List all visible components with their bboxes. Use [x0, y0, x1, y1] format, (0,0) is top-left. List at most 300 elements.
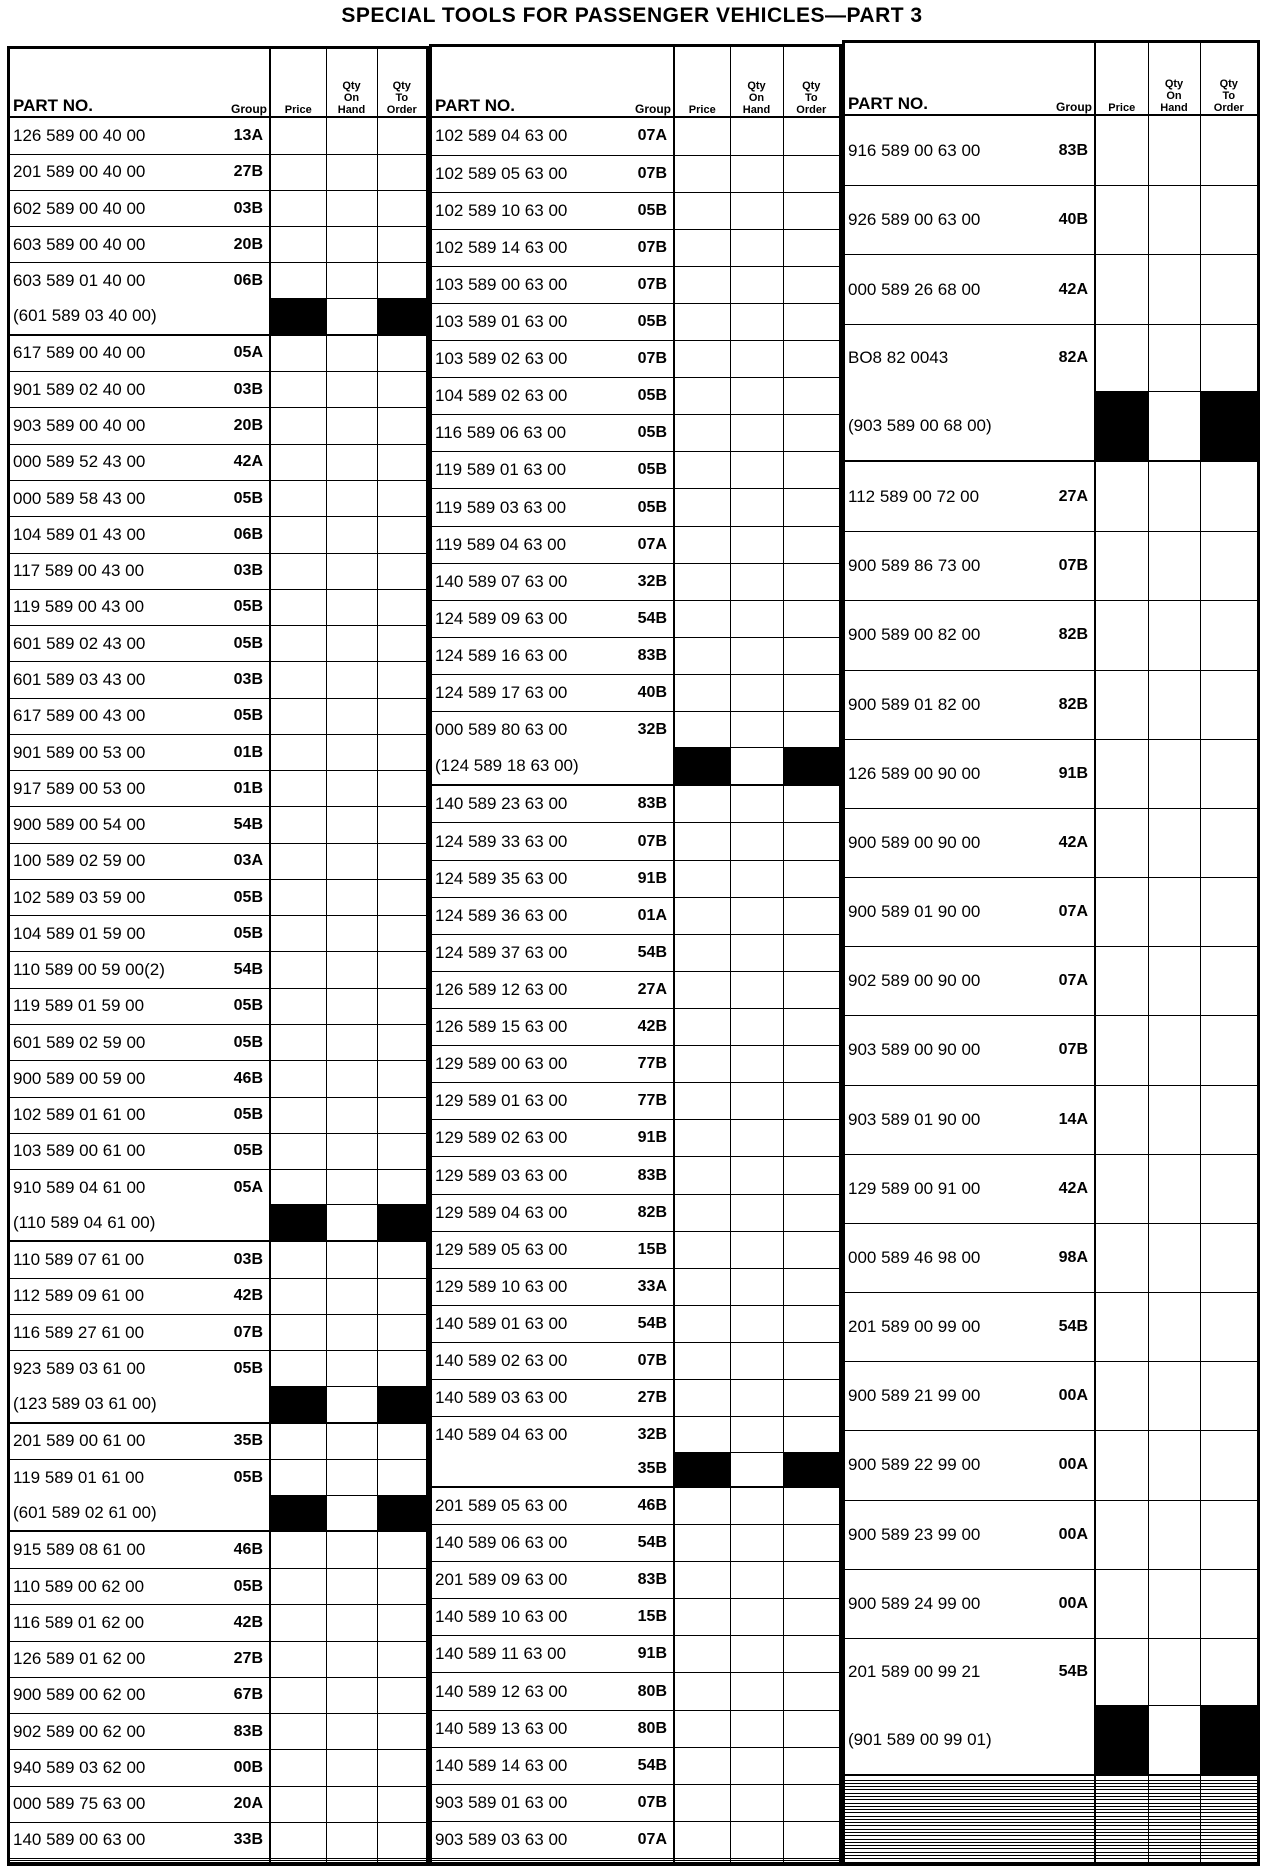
- qty-on-hand-cell[interactable]: [730, 378, 783, 415]
- price-cell[interactable]: [1095, 1085, 1148, 1154]
- price-cell[interactable]: [674, 452, 730, 489]
- price-cell[interactable]: [270, 1786, 326, 1822]
- qty-to-order-cell[interactable]: [377, 698, 426, 734]
- qty-to-order-cell[interactable]: [377, 1641, 426, 1677]
- price-cell[interactable]: [270, 807, 326, 843]
- qty-to-order-cell[interactable]: [377, 589, 426, 625]
- price-cell[interactable]: [674, 1417, 730, 1453]
- qty-on-hand-cell[interactable]: [1148, 1431, 1200, 1500]
- price-cell[interactable]: [270, 1278, 326, 1314]
- price-cell[interactable]: [270, 1351, 326, 1386]
- qty-on-hand-cell[interactable]: [730, 1525, 783, 1562]
- qty-to-order-cell[interactable]: [1200, 1859, 1257, 1863]
- price-cell[interactable]: [1095, 1638, 1148, 1706]
- qty-to-order-cell[interactable]: [783, 192, 839, 229]
- qty-on-hand-cell[interactable]: [1148, 115, 1200, 186]
- qty-to-order-cell[interactable]: [377, 1677, 426, 1713]
- qty-to-order-cell[interactable]: [1200, 324, 1257, 392]
- qty-on-hand-cell[interactable]: [1148, 1085, 1200, 1154]
- qty-on-hand-cell[interactable]: [326, 1025, 377, 1061]
- qty-to-order-cell[interactable]: [1200, 947, 1257, 1016]
- price-cell[interactable]: [674, 860, 730, 897]
- price-cell[interactable]: [270, 879, 326, 915]
- qty-to-order-cell[interactable]: [377, 662, 426, 698]
- qty-on-hand-cell[interactable]: [326, 1786, 377, 1822]
- qty-on-hand-cell[interactable]: [326, 1605, 377, 1641]
- qty-on-hand-cell[interactable]: [1148, 255, 1200, 324]
- qty-to-order-cell[interactable]: [377, 553, 426, 589]
- qty-on-hand-cell[interactable]: [326, 807, 377, 843]
- qty-on-hand-cell[interactable]: [730, 1380, 783, 1417]
- price-cell[interactable]: [1095, 947, 1148, 1016]
- qty-on-hand-cell[interactable]: [326, 1278, 377, 1314]
- price-cell[interactable]: [270, 1641, 326, 1677]
- price-cell[interactable]: [270, 1241, 326, 1278]
- qty-on-hand-cell[interactable]: [730, 1487, 783, 1525]
- qty-to-order-cell[interactable]: [377, 1568, 426, 1604]
- qty-to-order-cell[interactable]: [1200, 670, 1257, 739]
- qty-on-hand-cell[interactable]: [730, 1821, 783, 1858]
- qty-to-order-cell[interactable]: [783, 1784, 839, 1821]
- qty-to-order-cell[interactable]: [1200, 1362, 1257, 1431]
- qty-on-hand-cell[interactable]: [730, 1599, 783, 1636]
- qty-to-order-cell[interactable]: [783, 1636, 839, 1673]
- price-cell[interactable]: [674, 489, 730, 526]
- price-cell[interactable]: [270, 1568, 326, 1604]
- qty-to-order-cell[interactable]: [1200, 1431, 1257, 1500]
- qty-to-order-cell[interactable]: [783, 1417, 839, 1453]
- price-cell[interactable]: [270, 1860, 326, 1862]
- qty-on-hand-cell[interactable]: [326, 734, 377, 770]
- qty-on-hand-cell[interactable]: [1148, 947, 1200, 1016]
- qty-on-hand-cell[interactable]: [730, 341, 783, 378]
- qty-on-hand-cell[interactable]: [1148, 532, 1200, 601]
- qty-to-order-cell[interactable]: [1200, 1085, 1257, 1154]
- price-cell[interactable]: [674, 266, 730, 303]
- qty-on-hand-cell[interactable]: [730, 1194, 783, 1231]
- qty-to-order-cell[interactable]: [1200, 255, 1257, 324]
- qty-to-order-cell[interactable]: [377, 1170, 426, 1205]
- qty-on-hand-cell[interactable]: [730, 712, 783, 748]
- price-cell[interactable]: [674, 229, 730, 266]
- qty-to-order-cell[interactable]: [377, 1241, 426, 1278]
- price-cell[interactable]: [270, 481, 326, 517]
- qty-on-hand-cell[interactable]: [730, 452, 783, 489]
- price-cell[interactable]: [674, 303, 730, 340]
- qty-to-order-cell[interactable]: [783, 934, 839, 971]
- price-cell[interactable]: [674, 1710, 730, 1747]
- qty-on-hand-cell[interactable]: [1148, 461, 1200, 532]
- qty-on-hand-cell[interactable]: [730, 860, 783, 897]
- qty-on-hand-cell[interactable]: [730, 1231, 783, 1268]
- price-cell[interactable]: [270, 771, 326, 807]
- price-cell[interactable]: [270, 1460, 326, 1495]
- price-cell[interactable]: [270, 1677, 326, 1713]
- qty-to-order-cell[interactable]: [783, 1599, 839, 1636]
- price-cell[interactable]: [1095, 186, 1148, 255]
- price-cell[interactable]: [674, 934, 730, 971]
- price-cell[interactable]: [674, 1009, 730, 1046]
- price-cell[interactable]: [674, 1120, 730, 1157]
- qty-to-order-cell[interactable]: [377, 1460, 426, 1495]
- qty-to-order-cell[interactable]: [783, 1194, 839, 1231]
- qty-on-hand-cell[interactable]: [326, 190, 377, 226]
- qty-to-order-cell[interactable]: [783, 1380, 839, 1417]
- qty-on-hand-cell[interactable]: [326, 1677, 377, 1713]
- qty-to-order-cell[interactable]: [783, 1083, 839, 1120]
- qty-on-hand-cell[interactable]: [326, 952, 377, 988]
- price-cell[interactable]: [674, 712, 730, 748]
- qty-to-order-cell[interactable]: [377, 481, 426, 517]
- qty-on-hand-cell[interactable]: [730, 192, 783, 229]
- qty-on-hand-cell[interactable]: [730, 229, 783, 266]
- qty-on-hand-cell[interactable]: [326, 1170, 377, 1205]
- price-cell[interactable]: [270, 626, 326, 662]
- price-cell[interactable]: [674, 1784, 730, 1821]
- price-cell[interactable]: [674, 1231, 730, 1268]
- price-cell[interactable]: [674, 1860, 730, 1862]
- price-cell[interactable]: [1095, 739, 1148, 808]
- price-cell[interactable]: [270, 734, 326, 770]
- qty-to-order-cell[interactable]: [783, 712, 839, 748]
- qty-to-order-cell[interactable]: [377, 771, 426, 807]
- qty-on-hand-cell[interactable]: [730, 415, 783, 452]
- qty-on-hand-cell[interactable]: [1148, 878, 1200, 947]
- qty-on-hand-cell[interactable]: [730, 1009, 783, 1046]
- qty-to-order-cell[interactable]: [377, 1531, 426, 1568]
- qty-on-hand-cell[interactable]: [730, 600, 783, 637]
- price-cell[interactable]: [270, 662, 326, 698]
- qty-on-hand-cell[interactable]: [326, 154, 377, 190]
- price-cell[interactable]: [270, 553, 326, 589]
- qty-on-hand-cell[interactable]: [730, 1710, 783, 1747]
- price-cell[interactable]: [674, 1194, 730, 1231]
- qty-to-order-cell[interactable]: [783, 823, 839, 860]
- price-cell[interactable]: [674, 1747, 730, 1784]
- qty-to-order-cell[interactable]: [783, 526, 839, 563]
- qty-to-order-cell[interactable]: [783, 1305, 839, 1342]
- qty-to-order-cell[interactable]: [377, 734, 426, 770]
- qty-on-hand-cell[interactable]: [730, 897, 783, 934]
- price-cell[interactable]: [674, 341, 730, 378]
- qty-on-hand-cell[interactable]: [730, 1747, 783, 1784]
- qty-on-hand-cell[interactable]: [730, 1120, 783, 1157]
- qty-to-order-cell[interactable]: [377, 372, 426, 408]
- price-cell[interactable]: [270, 117, 326, 154]
- qty-to-order-cell[interactable]: [377, 1423, 426, 1460]
- qty-on-hand-cell[interactable]: [730, 1343, 783, 1380]
- qty-on-hand-cell[interactable]: [326, 1097, 377, 1133]
- price-cell[interactable]: [674, 675, 730, 712]
- qty-to-order-cell[interactable]: [1200, 115, 1257, 186]
- qty-to-order-cell[interactable]: [783, 155, 839, 192]
- qty-to-order-cell[interactable]: [783, 1673, 839, 1710]
- price-cell[interactable]: [270, 227, 326, 263]
- qty-on-hand-cell[interactable]: [730, 1417, 783, 1453]
- qty-on-hand-cell[interactable]: [326, 1241, 377, 1278]
- qty-to-order-cell[interactable]: [377, 952, 426, 988]
- price-cell[interactable]: [674, 1157, 730, 1194]
- qty-to-order-cell[interactable]: [783, 600, 839, 637]
- qty-to-order-cell[interactable]: [783, 266, 839, 303]
- price-cell[interactable]: [270, 263, 326, 298]
- qty-to-order-cell[interactable]: [1200, 808, 1257, 877]
- qty-to-order-cell[interactable]: [377, 263, 426, 298]
- price-cell[interactable]: [270, 335, 326, 372]
- qty-on-hand-cell[interactable]: [730, 785, 783, 823]
- qty-on-hand-cell[interactable]: [326, 553, 377, 589]
- qty-to-order-cell[interactable]: [783, 1009, 839, 1046]
- price-cell[interactable]: [270, 444, 326, 480]
- qty-to-order-cell[interactable]: [377, 117, 426, 154]
- qty-on-hand-cell[interactable]: [730, 1860, 783, 1862]
- price-cell[interactable]: [1095, 878, 1148, 947]
- qty-to-order-cell[interactable]: [377, 1133, 426, 1169]
- qty-on-hand-cell[interactable]: [1148, 1293, 1200, 1362]
- qty-on-hand-cell[interactable]: [1148, 186, 1200, 255]
- qty-on-hand-cell[interactable]: [730, 637, 783, 674]
- qty-on-hand-cell[interactable]: [1148, 1362, 1200, 1431]
- price-cell[interactable]: [1095, 1859, 1148, 1863]
- price-cell[interactable]: [270, 1025, 326, 1061]
- qty-on-hand-cell[interactable]: [326, 335, 377, 372]
- price-cell[interactable]: [674, 155, 730, 192]
- qty-to-order-cell[interactable]: [377, 227, 426, 263]
- qty-on-hand-cell[interactable]: [1148, 1859, 1200, 1863]
- qty-on-hand-cell[interactable]: [730, 303, 783, 340]
- qty-on-hand-cell[interactable]: [1148, 324, 1200, 392]
- qty-on-hand-cell[interactable]: [326, 1750, 377, 1786]
- qty-to-order-cell[interactable]: [783, 489, 839, 526]
- price-cell[interactable]: [270, 1061, 326, 1097]
- price-cell[interactable]: [1095, 1223, 1148, 1292]
- price-cell[interactable]: [270, 843, 326, 879]
- qty-to-order-cell[interactable]: [377, 988, 426, 1024]
- price-cell[interactable]: [674, 1380, 730, 1417]
- qty-on-hand-cell[interactable]: [730, 563, 783, 600]
- qty-to-order-cell[interactable]: [1200, 1569, 1257, 1638]
- qty-to-order-cell[interactable]: [783, 229, 839, 266]
- price-cell[interactable]: [674, 1636, 730, 1673]
- qty-to-order-cell[interactable]: [783, 452, 839, 489]
- qty-to-order-cell[interactable]: [377, 408, 426, 444]
- qty-to-order-cell[interactable]: [1200, 1016, 1257, 1085]
- price-cell[interactable]: [270, 1170, 326, 1205]
- qty-on-hand-cell[interactable]: [326, 408, 377, 444]
- price-cell[interactable]: [270, 154, 326, 190]
- qty-on-hand-cell[interactable]: [326, 589, 377, 625]
- qty-to-order-cell[interactable]: [377, 1860, 426, 1862]
- price-cell[interactable]: [1095, 255, 1148, 324]
- qty-on-hand-cell[interactable]: [326, 372, 377, 408]
- qty-on-hand-cell[interactable]: [326, 263, 377, 298]
- qty-on-hand-cell[interactable]: [1148, 1016, 1200, 1085]
- qty-on-hand-cell[interactable]: [326, 1860, 377, 1862]
- qty-on-hand-cell[interactable]: [326, 481, 377, 517]
- qty-to-order-cell[interactable]: [377, 1822, 426, 1858]
- qty-to-order-cell[interactable]: [783, 1860, 839, 1862]
- qty-to-order-cell[interactable]: [377, 1786, 426, 1822]
- price-cell[interactable]: [1095, 1362, 1148, 1431]
- qty-to-order-cell[interactable]: [1200, 186, 1257, 255]
- price-cell[interactable]: [674, 897, 730, 934]
- qty-to-order-cell[interactable]: [1200, 1293, 1257, 1362]
- price-cell[interactable]: [270, 916, 326, 952]
- qty-on-hand-cell[interactable]: [730, 1562, 783, 1599]
- price-cell[interactable]: [270, 952, 326, 988]
- price-cell[interactable]: [674, 785, 730, 823]
- price-cell[interactable]: [674, 1599, 730, 1636]
- price-cell[interactable]: [270, 589, 326, 625]
- qty-to-order-cell[interactable]: [377, 807, 426, 843]
- qty-to-order-cell[interactable]: [377, 190, 426, 226]
- qty-to-order-cell[interactable]: [377, 1097, 426, 1133]
- qty-on-hand-cell[interactable]: [1148, 1569, 1200, 1638]
- qty-to-order-cell[interactable]: [1200, 601, 1257, 670]
- price-cell[interactable]: [1095, 115, 1148, 186]
- price-cell[interactable]: [674, 971, 730, 1008]
- price-cell[interactable]: [270, 698, 326, 734]
- qty-on-hand-cell[interactable]: [730, 1673, 783, 1710]
- qty-on-hand-cell[interactable]: [730, 1046, 783, 1083]
- qty-on-hand-cell[interactable]: [730, 1784, 783, 1821]
- price-cell[interactable]: [1095, 670, 1148, 739]
- qty-to-order-cell[interactable]: [783, 1046, 839, 1083]
- qty-to-order-cell[interactable]: [377, 1025, 426, 1061]
- qty-to-order-cell[interactable]: [783, 415, 839, 452]
- qty-on-hand-cell[interactable]: [326, 1641, 377, 1677]
- price-cell[interactable]: [270, 1750, 326, 1786]
- qty-to-order-cell[interactable]: [377, 1278, 426, 1314]
- qty-to-order-cell[interactable]: [377, 1315, 426, 1351]
- qty-to-order-cell[interactable]: [377, 154, 426, 190]
- qty-on-hand-cell[interactable]: [730, 1083, 783, 1120]
- price-cell[interactable]: [674, 526, 730, 563]
- qty-to-order-cell[interactable]: [783, 1710, 839, 1747]
- qty-on-hand-cell[interactable]: [1148, 739, 1200, 808]
- price-cell[interactable]: [674, 823, 730, 860]
- qty-on-hand-cell[interactable]: [730, 971, 783, 1008]
- price-cell[interactable]: [270, 988, 326, 1024]
- price-cell[interactable]: [674, 1821, 730, 1858]
- qty-on-hand-cell[interactable]: [730, 1268, 783, 1305]
- qty-on-hand-cell[interactable]: [730, 489, 783, 526]
- price-cell[interactable]: [674, 637, 730, 674]
- qty-to-order-cell[interactable]: [783, 341, 839, 378]
- qty-to-order-cell[interactable]: [377, 626, 426, 662]
- qty-to-order-cell[interactable]: [1200, 1154, 1257, 1223]
- qty-on-hand-cell[interactable]: [1148, 1638, 1200, 1706]
- qty-to-order-cell[interactable]: [377, 1714, 426, 1750]
- qty-to-order-cell[interactable]: [783, 1120, 839, 1157]
- price-cell[interactable]: [1095, 461, 1148, 532]
- qty-on-hand-cell[interactable]: [1148, 1500, 1200, 1569]
- qty-on-hand-cell[interactable]: [730, 823, 783, 860]
- qty-on-hand-cell[interactable]: [730, 675, 783, 712]
- price-cell[interactable]: [674, 117, 730, 155]
- qty-to-order-cell[interactable]: [783, 785, 839, 823]
- qty-on-hand-cell[interactable]: [730, 1636, 783, 1673]
- price-cell[interactable]: [1095, 532, 1148, 601]
- price-cell[interactable]: [270, 1133, 326, 1169]
- price-cell[interactable]: [1095, 1500, 1148, 1569]
- qty-on-hand-cell[interactable]: [1148, 1223, 1200, 1292]
- price-cell[interactable]: [1095, 1016, 1148, 1085]
- price-cell[interactable]: [1095, 1431, 1148, 1500]
- qty-on-hand-cell[interactable]: [326, 117, 377, 154]
- qty-on-hand-cell[interactable]: [326, 1133, 377, 1169]
- qty-on-hand-cell[interactable]: [326, 1460, 377, 1495]
- qty-to-order-cell[interactable]: [1200, 1223, 1257, 1292]
- qty-on-hand-cell[interactable]: [326, 1531, 377, 1568]
- price-cell[interactable]: [674, 1562, 730, 1599]
- qty-to-order-cell[interactable]: [1200, 1638, 1257, 1706]
- price-cell[interactable]: [270, 1423, 326, 1460]
- price-cell[interactable]: [270, 517, 326, 553]
- qty-on-hand-cell[interactable]: [730, 266, 783, 303]
- price-cell[interactable]: [270, 372, 326, 408]
- price-cell[interactable]: [674, 415, 730, 452]
- qty-to-order-cell[interactable]: [377, 879, 426, 915]
- qty-on-hand-cell[interactable]: [326, 517, 377, 553]
- qty-on-hand-cell[interactable]: [730, 117, 783, 155]
- price-cell[interactable]: [674, 192, 730, 229]
- price-cell[interactable]: [674, 600, 730, 637]
- qty-to-order-cell[interactable]: [783, 675, 839, 712]
- price-cell[interactable]: [270, 1531, 326, 1568]
- qty-to-order-cell[interactable]: [783, 1343, 839, 1380]
- qty-to-order-cell[interactable]: [783, 1525, 839, 1562]
- price-cell[interactable]: [1095, 1569, 1148, 1638]
- qty-to-order-cell[interactable]: [1200, 739, 1257, 808]
- qty-to-order-cell[interactable]: [783, 1562, 839, 1599]
- price-cell[interactable]: [674, 378, 730, 415]
- price-cell[interactable]: [674, 1046, 730, 1083]
- qty-on-hand-cell[interactable]: [326, 1822, 377, 1858]
- qty-to-order-cell[interactable]: [783, 563, 839, 600]
- price-cell[interactable]: [270, 1822, 326, 1858]
- qty-to-order-cell[interactable]: [1200, 878, 1257, 947]
- qty-on-hand-cell[interactable]: [1148, 1154, 1200, 1223]
- qty-to-order-cell[interactable]: [783, 378, 839, 415]
- qty-to-order-cell[interactable]: [783, 303, 839, 340]
- price-cell[interactable]: [674, 1487, 730, 1525]
- qty-to-order-cell[interactable]: [377, 335, 426, 372]
- price-cell[interactable]: [674, 1268, 730, 1305]
- qty-to-order-cell[interactable]: [783, 860, 839, 897]
- qty-on-hand-cell[interactable]: [326, 1061, 377, 1097]
- qty-on-hand-cell[interactable]: [326, 444, 377, 480]
- qty-on-hand-cell[interactable]: [326, 1568, 377, 1604]
- qty-on-hand-cell[interactable]: [326, 698, 377, 734]
- qty-on-hand-cell[interactable]: [326, 1315, 377, 1351]
- qty-on-hand-cell[interactable]: [326, 227, 377, 263]
- qty-to-order-cell[interactable]: [783, 1747, 839, 1784]
- qty-on-hand-cell[interactable]: [1148, 808, 1200, 877]
- qty-to-order-cell[interactable]: [783, 1231, 839, 1268]
- price-cell[interactable]: [270, 1097, 326, 1133]
- price-cell[interactable]: [1095, 808, 1148, 877]
- qty-on-hand-cell[interactable]: [1148, 601, 1200, 670]
- qty-to-order-cell[interactable]: [377, 517, 426, 553]
- qty-on-hand-cell[interactable]: [326, 662, 377, 698]
- qty-to-order-cell[interactable]: [783, 1487, 839, 1525]
- qty-to-order-cell[interactable]: [377, 444, 426, 480]
- qty-to-order-cell[interactable]: [1200, 461, 1257, 532]
- price-cell[interactable]: [674, 563, 730, 600]
- qty-on-hand-cell[interactable]: [326, 1351, 377, 1386]
- qty-on-hand-cell[interactable]: [326, 626, 377, 662]
